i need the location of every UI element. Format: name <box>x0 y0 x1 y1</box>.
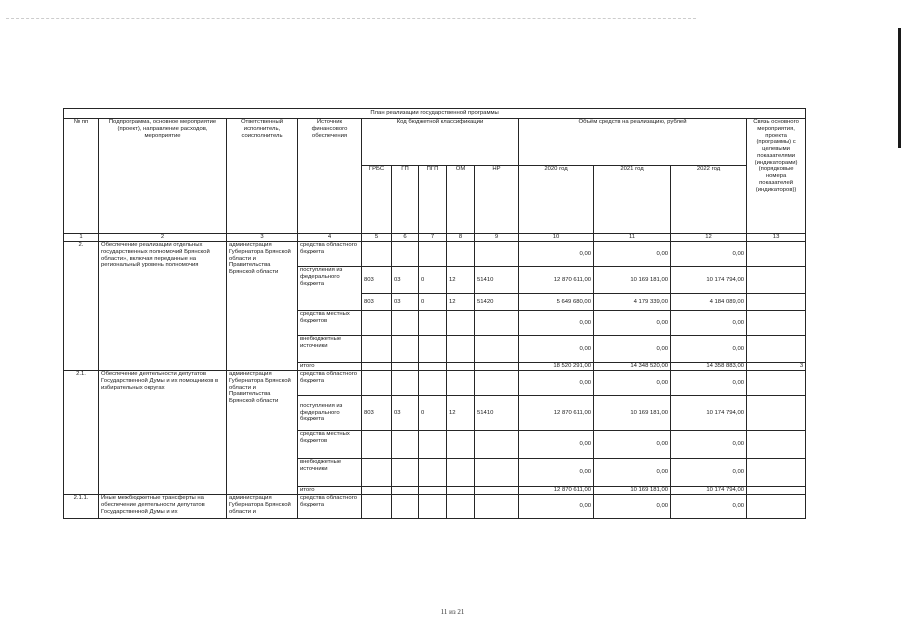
row-name: Обеспечение деятельности депутатов Государственной Думы и их помощников в избирательных округах <box>99 371 227 495</box>
total-2020: 18 520 291,00 <box>519 363 594 371</box>
value-2021: 10 169 181,00 <box>594 396 671 431</box>
code-pgp: 0 <box>419 396 447 431</box>
value-2020: 0,00 <box>519 311 594 336</box>
header-pgp: ПГП <box>419 166 447 234</box>
value-2020: 0,00 <box>519 459 594 487</box>
code-nr: 51420 <box>475 294 519 311</box>
source-extrabudget: внебюджетные источники <box>298 336 362 363</box>
source-extrabudget: внебюджетные источники <box>298 459 362 487</box>
code-gp: 03 <box>392 267 419 294</box>
table-row <box>64 371 806 396</box>
code-gp: 03 <box>392 294 419 311</box>
scan-edge-bar <box>898 28 901 148</box>
code-pgp: 0 <box>419 294 447 311</box>
row-name: Обеспечение реализации отдельных государственных полномочий Брянской области», включая переданные на региональный уровень полномочия <box>99 242 227 371</box>
code-pgp: 0 <box>419 267 447 294</box>
table-row <box>64 242 806 267</box>
scan-artifact-line <box>6 18 696 20</box>
source-regional: средства областного бюджета <box>298 495 362 519</box>
header-funds: Объём средств на реализацию, рублей <box>519 119 747 166</box>
value-2020: 0,00 <box>519 371 594 396</box>
source-regional: средства областного бюджета <box>298 371 362 396</box>
code-om: 12 <box>447 396 475 431</box>
header-om: ОМ <box>447 166 475 234</box>
header-2021: 2021 год <box>594 166 671 234</box>
header-grbs: ГРБС <box>362 166 392 234</box>
code-grbs: 803 <box>362 267 392 294</box>
header-nr: НР <box>475 166 519 234</box>
colnum: 2 <box>99 234 227 242</box>
value-2022: 10 174 794,00 <box>671 267 747 294</box>
colnum: 7 <box>419 234 447 242</box>
total-2020: 12 870 611,00 <box>519 487 594 495</box>
value-2020: 12 870 611,00 <box>519 396 594 431</box>
total-link: 3 <box>747 363 806 371</box>
value-2022: 0,00 <box>671 459 747 487</box>
value-2020: 12 870 611,00 <box>519 267 594 294</box>
header-subprogram: Подпрограмма, основное мероприятие (проект), направление расходов, мероприятие <box>99 119 227 234</box>
colnum: 13 <box>747 234 806 242</box>
row-number: 2.1.1. <box>64 495 99 519</box>
value-2020: 5 649 680,00 <box>519 294 594 311</box>
header-2020: 2020 год <box>519 166 594 234</box>
source-local: средства местных бюджетов <box>298 431 362 459</box>
colnum: 8 <box>447 234 475 242</box>
value-2020: 0,00 <box>519 431 594 459</box>
value-2022: 0,00 <box>671 242 747 267</box>
code-om: 12 <box>447 267 475 294</box>
code-nr: 51410 <box>475 396 519 431</box>
row-number: 2. <box>64 242 99 371</box>
row-responsible: администрация Губернатора Брянской области и Правительства Брянской области <box>227 242 298 371</box>
colnum: 6 <box>392 234 419 242</box>
row-name: Иные межбюджетные трансферты на обеспечение деятельности депутатов Государственной Думы и их <box>99 495 227 519</box>
value-2022: 4 184 089,00 <box>671 294 747 311</box>
value-2022: 0,00 <box>671 495 747 519</box>
value-2021: 0,00 <box>594 431 671 459</box>
code-gp: 03 <box>392 396 419 431</box>
code-nr: 51410 <box>475 267 519 294</box>
value-2022: 0,00 <box>671 311 747 336</box>
value-2022: 0,00 <box>671 336 747 363</box>
source-local: средства местных бюджетов <box>298 311 362 336</box>
row-responsible: администрация Губернатора Брянской области и <box>227 495 298 519</box>
table-row <box>64 495 806 519</box>
program-plan-table <box>63 108 806 519</box>
source-regional: средства областного бюджета <box>298 242 362 267</box>
code-grbs: 803 <box>362 396 392 431</box>
header-source: Источник финансового обеспечения <box>298 119 362 234</box>
total-2022: 14 358 883,00 <box>671 363 747 371</box>
table-title: План реализации государственной программы <box>64 109 806 119</box>
value-2021: 0,00 <box>594 311 671 336</box>
page-number: 11 из 21 <box>440 608 465 616</box>
row-responsible: администрация Губернатора Брянской области и Правительства Брянской области <box>227 371 298 495</box>
header-2022: 2022 год <box>671 166 747 234</box>
code-grbs: 803 <box>362 294 392 311</box>
colnum: 4 <box>298 234 362 242</box>
colnum: 1 <box>64 234 99 242</box>
value-2021: 0,00 <box>594 336 671 363</box>
colnum: 10 <box>519 234 594 242</box>
value-2020: 0,00 <box>519 242 594 267</box>
value-2020: 0,00 <box>519 336 594 363</box>
colnum: 3 <box>227 234 298 242</box>
total-label: итого <box>298 487 362 495</box>
header-num: № пп <box>64 119 99 234</box>
source-federal: поступления из федерального бюджета <box>298 267 362 294</box>
row-number: 2.1. <box>64 371 99 495</box>
code-om: 12 <box>447 294 475 311</box>
header-budget-code: Код бюджетной классификации <box>362 119 519 166</box>
header-gp: ГП <box>392 166 419 234</box>
header-responsible: Ответственный исполнитель, соисполнитель <box>227 119 298 234</box>
total-2021: 14 348 520,00 <box>594 363 671 371</box>
value-2021: 0,00 <box>594 459 671 487</box>
value-2021: 4 179 339,00 <box>594 294 671 311</box>
colnum: 5 <box>362 234 392 242</box>
total-2022: 10 174 794,00 <box>671 487 747 495</box>
value-2021: 10 169 181,00 <box>594 267 671 294</box>
total-label: итого <box>298 363 362 371</box>
colnum: 12 <box>671 234 747 242</box>
value-2021: 0,00 <box>594 371 671 396</box>
value-2022: 10 174 794,00 <box>671 396 747 431</box>
value-2022: 0,00 <box>671 431 747 459</box>
total-2021: 10 169 181,00 <box>594 487 671 495</box>
colnum: 9 <box>475 234 519 242</box>
colnum: 11 <box>594 234 671 242</box>
value-2020: 0,00 <box>519 495 594 519</box>
source-federal: поступления из федерального бюджета <box>298 396 362 431</box>
value-2021: 0,00 <box>594 495 671 519</box>
value-2022: 0,00 <box>671 371 747 396</box>
value-2021: 0,00 <box>594 242 671 267</box>
header-link: Связь основного мероприятия, проекта (программы) с целевыми показателями (индикаторами) (порядковые номера показателей (индикаторов)) <box>747 119 806 234</box>
